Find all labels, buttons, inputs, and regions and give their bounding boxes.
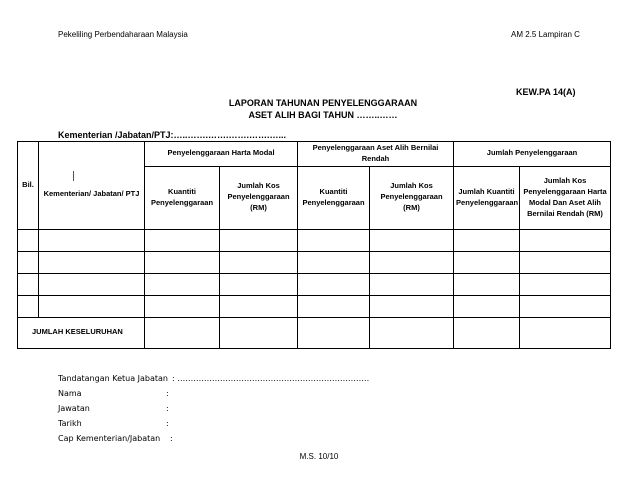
ministry-line: Kementerian /Jabatan/PTJ:…..…….…….…….…….…... bbox=[58, 130, 287, 140]
table-row bbox=[18, 229, 611, 251]
table-cell[interactable] bbox=[370, 229, 454, 251]
table-cell[interactable] bbox=[145, 295, 220, 317]
table-cell[interactable] bbox=[454, 229, 520, 251]
table-cell[interactable] bbox=[220, 229, 298, 251]
table-cell[interactable] bbox=[145, 229, 220, 251]
kementerian-header-label: Kementerian/ Jabatan/ PTJ bbox=[43, 188, 140, 198]
jumlah-kuantiti-header: Jumlah Kuantiti Penyelenggaraan bbox=[454, 166, 520, 229]
rendah-jumlah-kos-header: Jumlah Kos Penyelenggaraan (RM) bbox=[370, 166, 454, 229]
table-cell[interactable] bbox=[454, 273, 520, 295]
document-header-right: AM 2.5 Lampiran C bbox=[511, 30, 580, 39]
stamp-line bbox=[58, 434, 173, 443]
total-label: JUMLAH KESELURUHAN bbox=[18, 317, 145, 348]
table-cell[interactable] bbox=[220, 295, 298, 317]
table-cell[interactable] bbox=[298, 251, 370, 273]
table-cell[interactable] bbox=[39, 229, 145, 251]
table-cell[interactable] bbox=[520, 273, 611, 295]
modal-kuantiti-header: Kuantiti Penyelenggaraan bbox=[145, 166, 220, 229]
name-value: : bbox=[166, 389, 169, 398]
table-cell[interactable] bbox=[454, 251, 520, 273]
table-cell[interactable] bbox=[370, 295, 454, 317]
signature-value: : ……………………………………………………………… bbox=[172, 374, 370, 383]
total-cell[interactable] bbox=[370, 317, 454, 348]
jumlah-group-header: Jumlah Penyelenggaraan bbox=[454, 142, 611, 167]
form-code: KEW.PA 14(A) bbox=[516, 87, 576, 97]
total-cell[interactable] bbox=[520, 317, 611, 348]
table-cell[interactable] bbox=[145, 251, 220, 273]
date-value: : bbox=[166, 419, 169, 428]
maintenance-table bbox=[17, 141, 611, 349]
position-line bbox=[58, 404, 169, 413]
name-line bbox=[58, 389, 169, 398]
table-cell[interactable] bbox=[18, 273, 39, 295]
table-cell[interactable] bbox=[145, 273, 220, 295]
total-cell[interactable] bbox=[145, 317, 220, 348]
signature-label: Tandatangan Ketua Jabatan bbox=[58, 374, 168, 383]
stamp-label: Cap Kementerian/Jabatan bbox=[58, 434, 161, 443]
table-header-row-1 bbox=[18, 142, 611, 167]
report-title-line2: ASET ALIH BAGI TAHUN ……..…… bbox=[248, 110, 398, 120]
table-cell[interactable] bbox=[39, 251, 145, 273]
table-cell[interactable] bbox=[520, 295, 611, 317]
table-cell[interactable] bbox=[220, 251, 298, 273]
table-cell[interactable] bbox=[39, 273, 145, 295]
table-cell[interactable] bbox=[39, 295, 145, 317]
table-cell[interactable] bbox=[520, 229, 611, 251]
table-cell[interactable] bbox=[298, 295, 370, 317]
name-label: Nama bbox=[58, 389, 82, 398]
total-cell[interactable] bbox=[454, 317, 520, 348]
stamp-value: : bbox=[170, 434, 173, 443]
rendah-kuantiti-header: Kuantiti Penyelenggaraan bbox=[298, 166, 370, 229]
table-cell[interactable] bbox=[454, 295, 520, 317]
harta-modal-group-header: Penyelenggaraan Harta Modal bbox=[145, 142, 298, 167]
total-cell[interactable] bbox=[298, 317, 370, 348]
total-cell[interactable] bbox=[220, 317, 298, 348]
table-cell[interactable] bbox=[370, 251, 454, 273]
position-value: : bbox=[166, 404, 169, 413]
page-number: M.S. 10/10 bbox=[299, 452, 339, 461]
total-row bbox=[18, 317, 611, 348]
table-cell[interactable] bbox=[298, 273, 370, 295]
position-label: Jawatan bbox=[58, 404, 90, 413]
modal-jumlah-kos-header: Jumlah Kos Penyelenggaraan (RM) bbox=[220, 166, 298, 229]
report-title bbox=[0, 98, 638, 108]
table-row bbox=[18, 295, 611, 317]
signature-line bbox=[58, 374, 369, 383]
table-row bbox=[18, 251, 611, 273]
table-cell[interactable] bbox=[220, 273, 298, 295]
document-header-left: Pekeliling Perbendaharaan Malaysia bbox=[58, 30, 188, 39]
table-cell[interactable] bbox=[18, 295, 39, 317]
kementerian-header bbox=[39, 142, 145, 230]
jumlah-kos-all-header: Jumlah Kos Penyelenggaraan Harta Modal Dan Aset Alih Bernilai Rendah (RM) bbox=[520, 166, 611, 229]
table-cell[interactable] bbox=[520, 251, 611, 273]
report-title-line1: LAPORAN TAHUNAN PENYELENGGARAAN bbox=[228, 98, 418, 108]
report-subtitle bbox=[0, 110, 638, 120]
text-cursor bbox=[73, 171, 74, 181]
table-cell[interactable] bbox=[18, 251, 39, 273]
aset-rendah-group-header: Penyelenggaraan Aset Alih Bernilai Rendah bbox=[298, 142, 454, 167]
table-cell[interactable] bbox=[298, 229, 370, 251]
date-label: Tarikh bbox=[58, 419, 82, 428]
table-cell[interactable] bbox=[18, 229, 39, 251]
date-line bbox=[58, 419, 169, 428]
table-row bbox=[18, 273, 611, 295]
table-cell[interactable] bbox=[370, 273, 454, 295]
bil-header: Bil. bbox=[18, 142, 39, 230]
